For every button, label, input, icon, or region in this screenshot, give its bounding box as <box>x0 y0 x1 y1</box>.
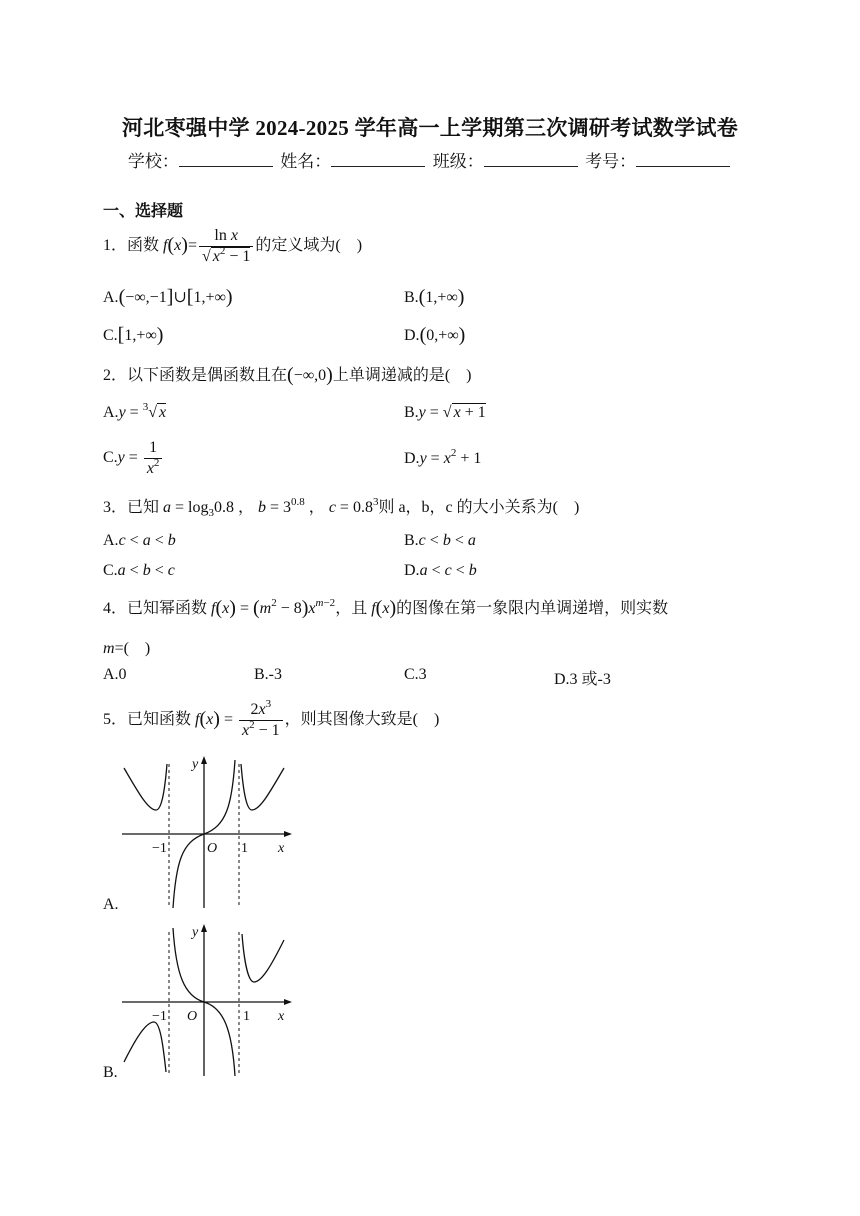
q2-number: 2． <box>103 367 128 384</box>
curve-left-branch <box>124 764 167 810</box>
q4-option-c[interactable]: C.3 <box>404 666 427 683</box>
school-label: 学校： <box>127 152 179 172</box>
q4-number: 4． <box>103 600 128 617</box>
origin-label: O <box>207 841 218 856</box>
q4-option-a[interactable]: A.0 <box>103 666 127 683</box>
class-blank[interactable] <box>484 152 578 167</box>
x-arrow <box>284 831 292 837</box>
q1-option-a[interactable]: A.(−∞,−1]∪[1,+∞) <box>103 286 233 308</box>
q1-option-b[interactable]: B.(1,+∞) <box>404 286 465 308</box>
one-label: 1 <box>243 1009 250 1024</box>
q3-option-b[interactable]: B.c < b < a <box>404 532 476 549</box>
q1-stem-pre: 函数 <box>127 237 160 255</box>
option-letter: A. <box>103 289 119 306</box>
q4-stem-post: 的图像在第一象限内单调递增，则实数 <box>396 600 669 617</box>
option-letter: C. <box>103 562 118 579</box>
y-label: y <box>192 757 199 772</box>
q2-option-d[interactable]: $D.y = x^2 + 1$ <box>404 447 482 467</box>
option-letter: D. <box>404 450 420 467</box>
q3-stem-pre: 已知 <box>127 499 160 516</box>
curve-right-branch <box>242 934 284 982</box>
question-5: 5．已知函数 f(x) = $\frac{2x^3}{x^2 - 1}$ ，则其图像大致是( ) <box>103 698 440 739</box>
q3-option-a[interactable]: A.c < a < b <box>103 532 176 549</box>
curve-right-branch <box>241 764 284 810</box>
q2-stem-post: 上单调递减的是( ) <box>332 367 472 384</box>
name-blank[interactable] <box>331 152 425 167</box>
x-label: x <box>278 841 285 856</box>
q4-option-b[interactable]: B.-3 <box>254 666 282 683</box>
option-letter: C. <box>103 327 118 344</box>
y-arrow <box>201 756 207 764</box>
q2-option-c[interactable]: C.y = $\frac{1}{x^2}$ <box>103 438 164 479</box>
q1-formula: f(x)= $\frac{\text{ln x}}{√ x^2 - 1}$ <box>163 237 255 254</box>
question-4: 4．已知幂函数 $f(x) = (m^2 - 8)x^{m-2}$，且 f(x)的图像在第一象限内单调递增，则实数 <box>103 597 669 619</box>
id-blank[interactable] <box>636 152 730 167</box>
q3-stem-post: 则 a，b，c 的大小关系为( ) <box>378 499 580 516</box>
section-heading: 一、选择题 <box>103 201 184 220</box>
q1-option-d[interactable]: D.(0,+∞) <box>404 324 466 346</box>
student-info-line <box>0 147 860 172</box>
class-label: 班级： <box>432 152 484 172</box>
option-letter: D. <box>404 327 420 344</box>
x-label: x <box>278 1009 285 1024</box>
q5-number: 5． <box>103 711 128 729</box>
exam-title: 河北枣强中学 2024-2025 学年高一上学期第三次调研考试数学试卷 <box>122 116 738 140</box>
name-label: 姓名： <box>280 152 332 172</box>
y-label: y <box>192 925 199 940</box>
q3-option-c[interactable]: C.a < b < c <box>103 562 175 579</box>
q1-option-c[interactable]: C.[1,+∞) <box>103 324 164 346</box>
q5-option-a[interactable]: A. <box>103 896 119 913</box>
graph-b <box>112 920 302 1080</box>
curve-left-branch <box>124 1022 166 1072</box>
x-arrow <box>284 999 292 1005</box>
q5-stem-post: ，则其图像大致是( ) <box>284 711 440 729</box>
origin-label: O <box>187 1009 198 1024</box>
q3-option-d[interactable]: D.a < c < b <box>404 562 477 579</box>
q2-option-a[interactable]: A.y = $^3$√ x <box>103 401 167 421</box>
option-letter: D. <box>404 562 420 579</box>
q2-option-b[interactable]: B.y = √ x + 1 <box>404 404 486 421</box>
school-blank[interactable] <box>179 152 273 167</box>
q4-stem-pre: 已知幂函数 <box>127 600 208 617</box>
graph-a <box>112 752 302 912</box>
y-arrow <box>201 924 207 932</box>
q5-option-b[interactable]: B. <box>103 1064 118 1081</box>
q4-option-d[interactable]: D.3 或-3 <box>554 671 611 688</box>
option-letter: B. <box>404 404 419 421</box>
question-4-line2: m=( ) <box>103 640 151 657</box>
option-letter: A. <box>103 532 119 549</box>
question-1 <box>103 226 362 267</box>
q4-stem-line2: =( ) <box>114 640 151 657</box>
option-letter: C. <box>103 449 118 467</box>
option-letter: B. <box>404 532 419 549</box>
question-3: 3．已知 $a = \log_30.8$ ， $b = 3^{0.8}$ ， $c = 0.8^3$则 a，b，c 的大小关系为( ) <box>103 496 580 519</box>
q2-stem-pre: 以下函数是偶函数且在 <box>127 367 288 384</box>
q1-number: 1． <box>103 237 128 255</box>
option-letter: B. <box>404 289 419 306</box>
q4-stem-mid: ，且 <box>335 600 368 617</box>
q5-stem-pre: 已知函数 <box>127 711 192 729</box>
question-2: 2．以下函数是偶函数且在(−∞,0)上单调递减的是( ) <box>103 364 472 386</box>
q1-stem-post: 的定义域为( ) <box>255 237 363 255</box>
neg-one-label: −1 <box>152 841 167 856</box>
q3-number: 3． <box>103 499 128 516</box>
one-label: 1 <box>241 841 248 856</box>
neg-one-label: −1 <box>152 1009 167 1024</box>
id-label: 考号： <box>585 152 637 172</box>
option-letter: A. <box>103 404 119 421</box>
